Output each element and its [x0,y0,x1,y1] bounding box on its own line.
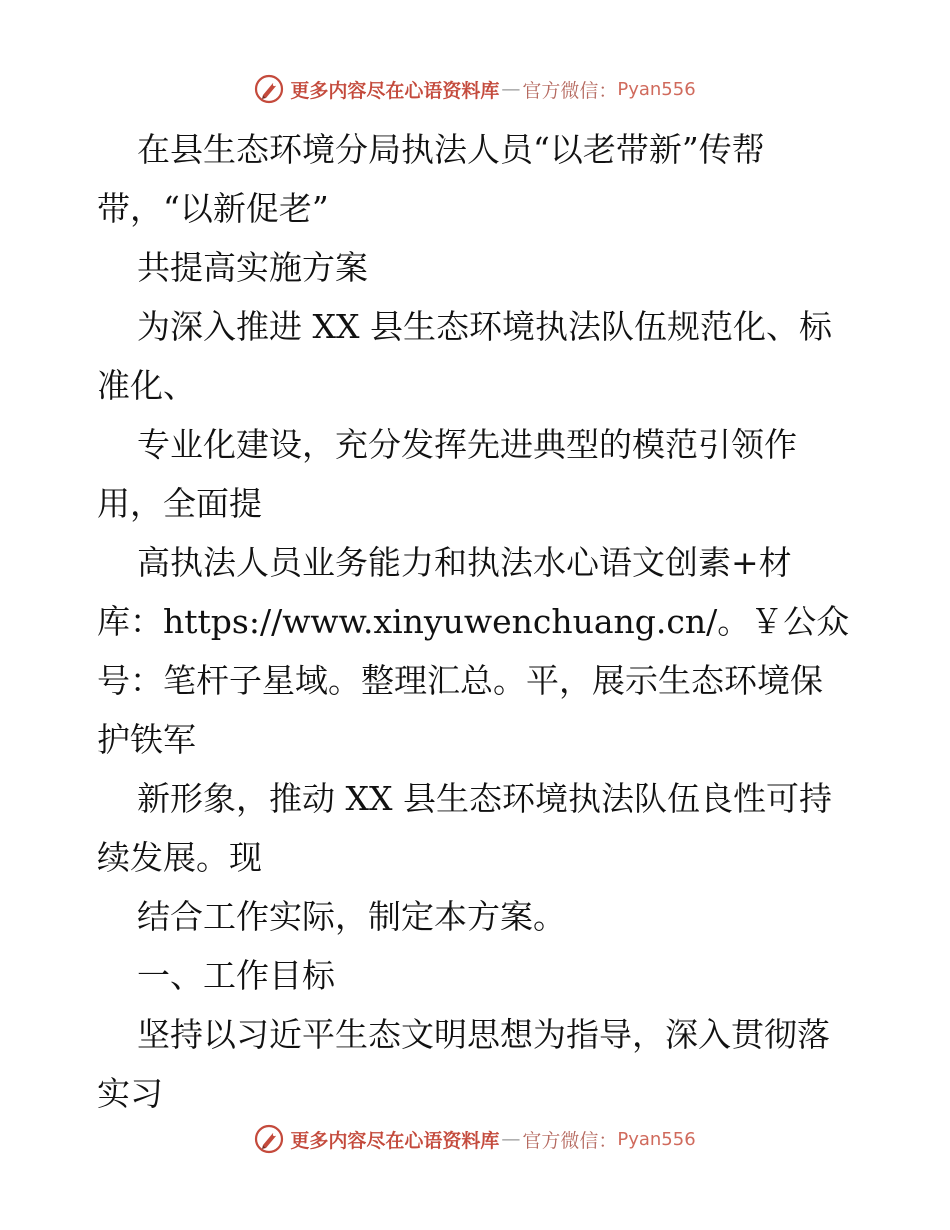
document-body [97,120,857,1123]
paragraph-line: 为深入推进 XX 县生态环境执法队伍规范化、标 [137,307,832,346]
watermark-brand: 更多内容尽在心语资料库 [290,1129,500,1152]
paragraph-line: 共提高实施方案 [137,248,368,287]
footer-watermark [0,1124,950,1154]
watermark-dash: — [501,1128,521,1150]
paragraph-line: 高执法人员业务能力和执法水心语文创素+材 [137,543,792,582]
watermark-official-label: 官方微信： [522,79,618,102]
paragraph-continuation-line: 护铁军 [97,720,196,759]
paragraph-continuation-line: 库：https://www.xinyuwenchuang.cn/。￥公众 [97,602,850,641]
pen-logo-icon [254,1124,284,1154]
watermark-dash: — [501,78,521,100]
paragraph-continuation-line: 准化、 [97,366,196,405]
paragraph-line: 一、工作目标 [137,956,335,995]
paragraph-line: 专业化建设，充分发挥先进典型的模范引领作 [137,425,797,464]
paragraph-continuation-line: 带，“以新促老” [97,189,329,228]
paragraph-continuation-line: 用，全面提 [97,484,262,523]
paragraph-line: 坚持以习近平生态文明思想为指导，深入贯彻落 [137,1015,830,1054]
paragraph-continuation-line: 实习 [97,1074,163,1113]
watermark-official-label: 官方微信： [522,1129,618,1152]
pen-logo-icon [254,74,284,104]
paragraph-line: 结合工作实际，制定本方案。 [137,897,566,936]
paragraph-line: 在县生态环境分局执法人员“以老带新”传帮 [137,130,765,169]
watermark-wechat-id: Pyan556 [617,78,696,100]
header-watermark [0,74,950,104]
paragraph-continuation-line: 续发展。现 [97,838,262,877]
watermark-brand: 更多内容尽在心语资料库 [290,79,500,102]
paragraph-continuation-line: 号：笔杆子星域。整理汇总。平，展示生态环境保 [97,661,823,700]
paragraph-line: 新形象，推动 XX 县生态环境执法队伍良性可持 [137,779,832,818]
watermark-wechat-id: Pyan556 [617,1128,696,1150]
